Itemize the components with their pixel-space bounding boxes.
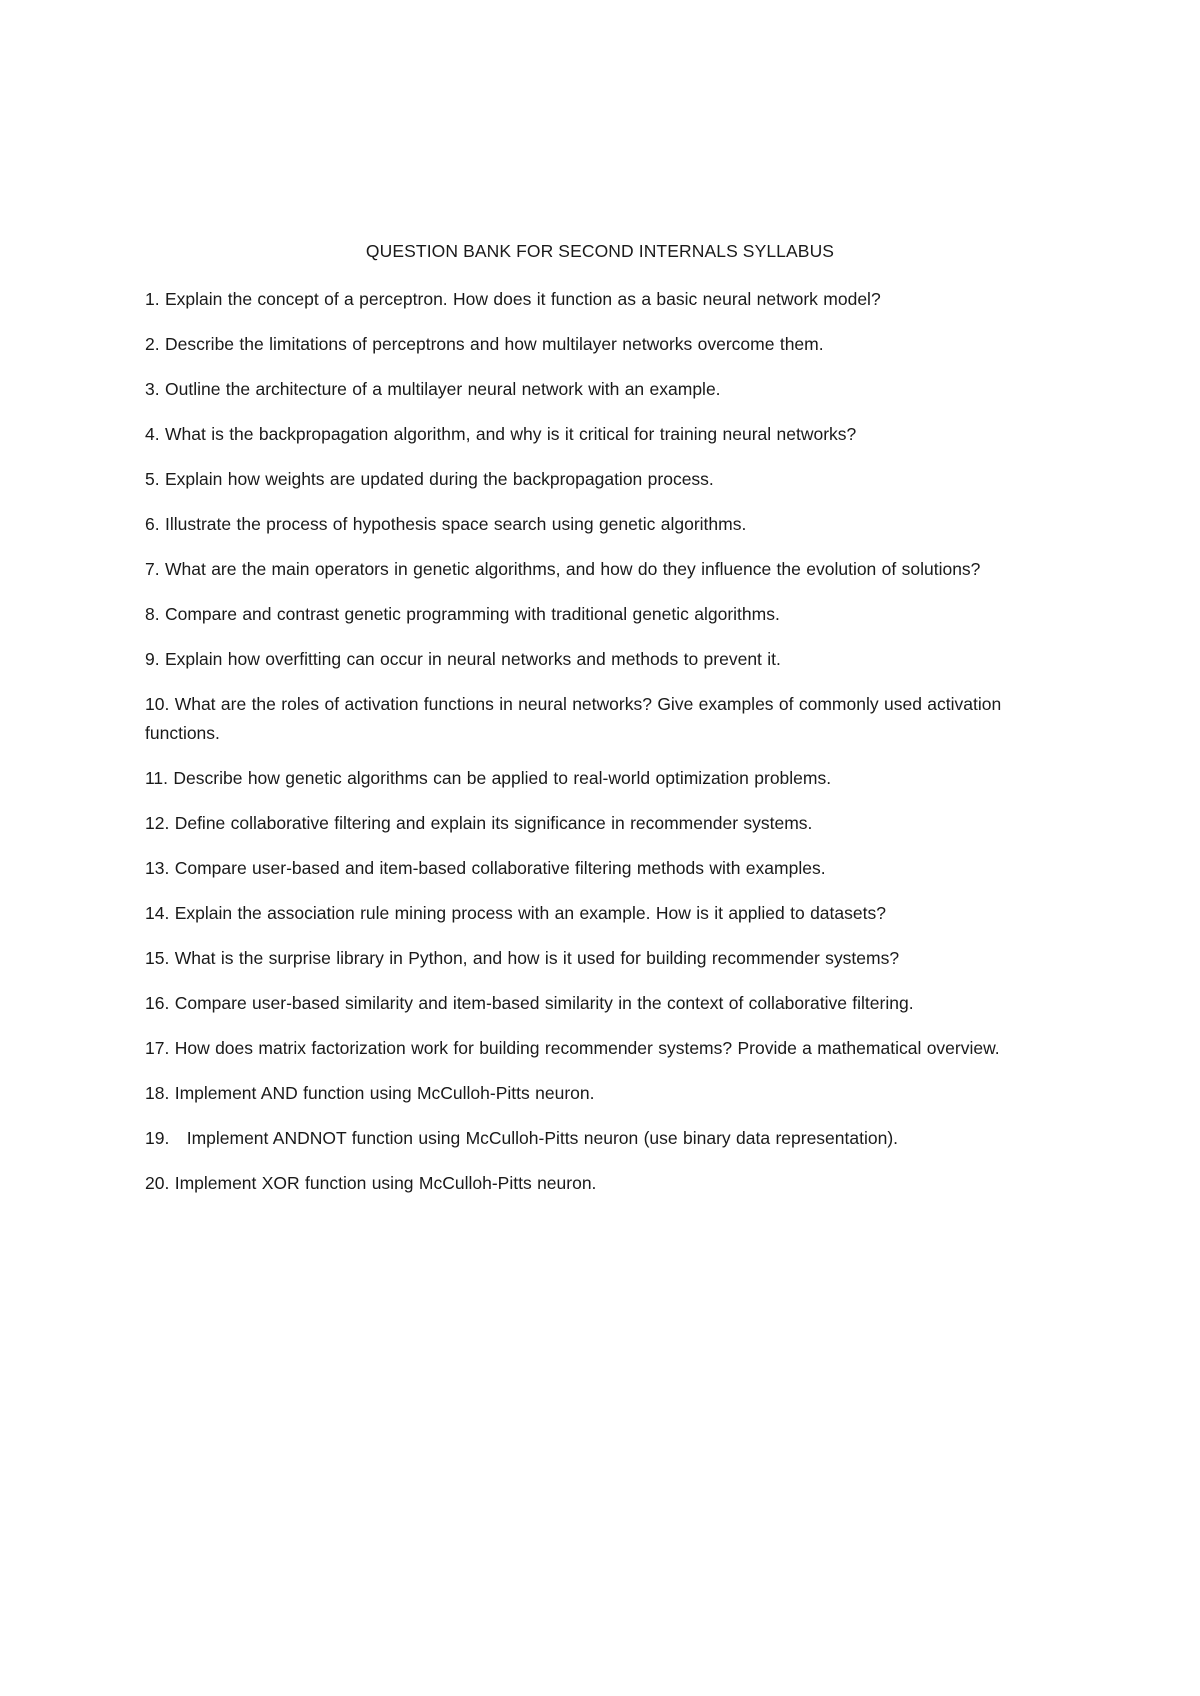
question-number: 6. [145,514,160,534]
question-item [145,1079,1065,1108]
question-item [145,1124,1065,1153]
question-number: 5. [145,469,160,489]
question-item [145,854,1065,883]
question-item [145,600,1065,629]
question-item [145,555,1065,584]
question-number: 2. [145,334,160,354]
question-number: 10. [145,694,170,714]
question-item [145,330,1065,359]
question-item [145,510,1065,539]
question-number: 1. [145,289,160,309]
question-text: Compare and contrast genetic programming with traditional genetic algorithms. [164,604,780,624]
question-number: 15. [145,948,170,968]
question-text: What is the backpropagation algorithm, and why is it critical for training neural networks? [164,424,857,444]
question-item [145,645,1065,674]
question-number: 14. [145,903,170,923]
question-item [145,989,1065,1018]
question-item [145,764,1065,793]
question-number: 11. [145,768,169,788]
question-item [145,375,1065,404]
question-text: Explain the association rule mining process with an example. How is it applied to datasets? [174,903,886,923]
question-number: 20. [145,1173,170,1193]
question-number: 19. [145,1128,170,1148]
question-number: 3. [145,379,160,399]
question-text: What are the roles of activation functions in neural networks? Give examples of commonly used activation functions. [145,694,1002,743]
question-text: Explain how weights are updated during the backpropagation process. [164,469,714,489]
question-text: Define collaborative filtering and explain its significance in recommender systems. [174,813,813,833]
question-text: What are the main operators in genetic algorithms, and how do they influence the evolution of solutions? [164,559,981,579]
question-number: 16. [145,993,170,1013]
question-item [145,1169,1065,1198]
question-list [145,285,1065,1214]
question-item [145,420,1065,449]
question-text: What is the surprise library in Python, and how is it used for building recommender systems? [174,948,900,968]
question-text: Illustrate the process of hypothesis space search using genetic algorithms. [164,514,747,534]
question-text: Implement AND function using McCulloh-Pitts neuron. [174,1083,595,1103]
question-item [145,1034,1065,1063]
page-title: QUESTION BANK FOR SECOND INTERNALS SYLLABUS [365,241,835,261]
question-text: Compare user-based and item-based collaborative filtering methods with examples. [174,858,826,878]
question-text: Explain how overfitting can occur in neural networks and methods to prevent it. [164,649,781,669]
question-number: 8. [145,604,160,624]
question-text: Implement ANDNOT function using McCulloh-Pitts neuron (use binary data representation). [186,1128,899,1148]
question-item [145,899,1065,928]
question-text: Explain the concept of a perceptron. How does it function as a basic neural network model? [164,289,881,309]
question-number: 18. [145,1083,170,1103]
question-item [145,809,1065,838]
question-text: Describe how genetic algorithms can be applied to real-world optimization problems. [173,768,832,788]
question-item [145,690,1065,748]
question-item [145,285,1065,314]
question-number: 13. [145,858,170,878]
question-text: Compare user-based similarity and item-based similarity in the context of collaborative filtering. [174,993,914,1013]
question-text: Describe the limitations of perceptrons and how multilayer networks overcome them. [164,334,824,354]
question-text: How does matrix factorization work for building recommender systems? Provide a mathematical overview. [174,1038,1000,1058]
question-number: 12. [145,813,170,833]
question-text: Implement XOR function using McCulloh-Pitts neuron. [174,1173,597,1193]
question-number: 9. [145,649,160,669]
question-number: 17. [145,1038,170,1058]
question-number: 7. [145,559,160,579]
question-item [145,944,1065,973]
question-text: Outline the architecture of a multilayer neural network with an example. [164,379,721,399]
question-number: 4. [145,424,160,444]
question-item [145,465,1065,494]
